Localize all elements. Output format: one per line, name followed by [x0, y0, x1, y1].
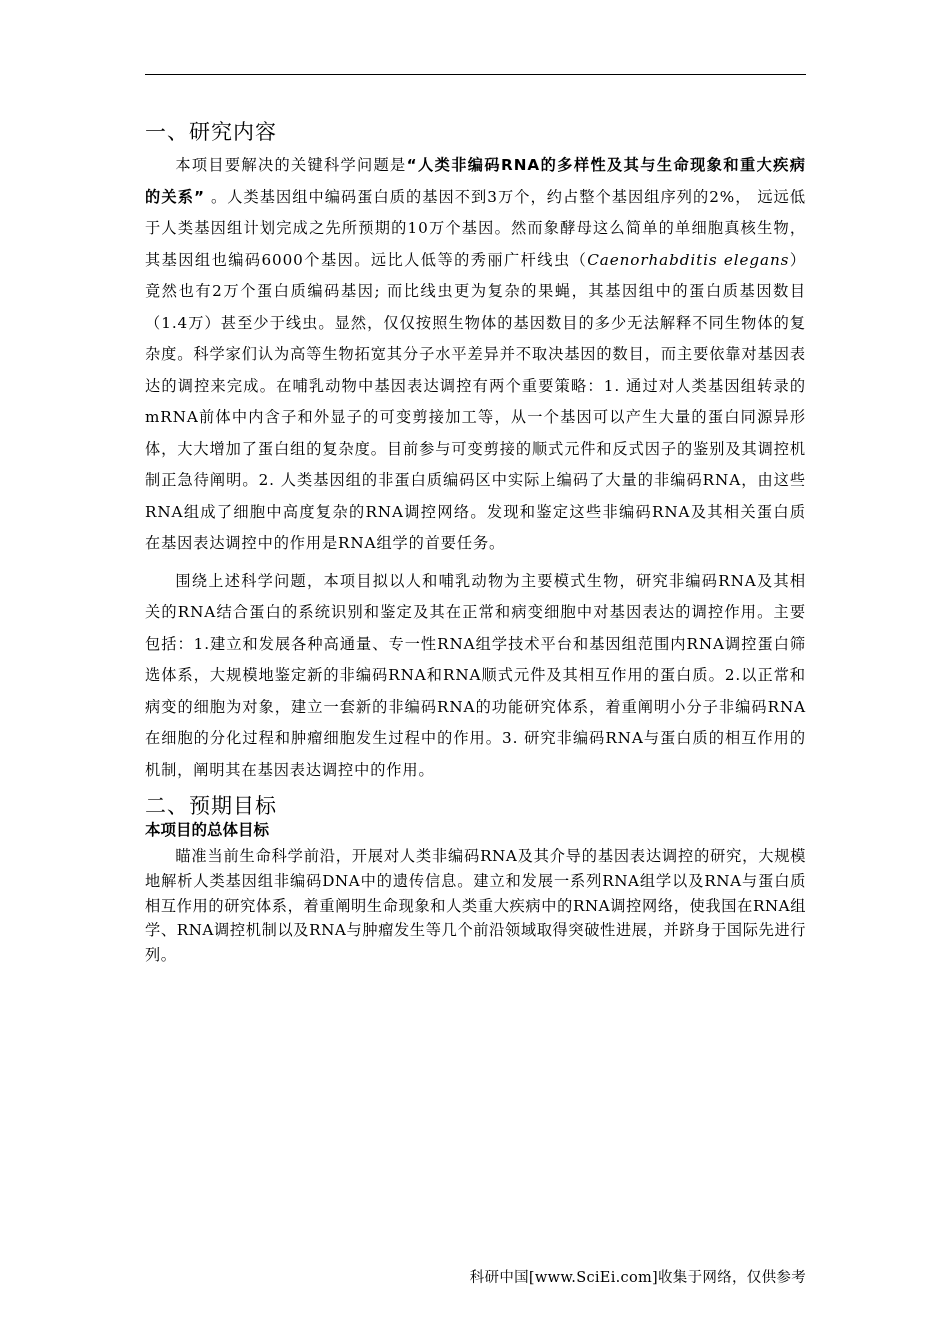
key-question-intro: 本项目要解决的关键科学问题是: [175, 156, 407, 174]
key-question-title: “人类非编码RNA的多样性及其与生命现象和重大疾病的关系”: [145, 156, 806, 206]
subheading-overall-goal: 本项目的总体目标: [145, 821, 270, 839]
section-heading-research-content: 一、研究内容: [145, 120, 277, 144]
species-name: Caenorhabditis elegans: [587, 250, 790, 269]
paragraph-text-continued: ）竟然也有2万个蛋白质编码基因; 而比线虫更为复杂的果蝇，其基因组中的蛋白质基因数目（1.4万）甚至少于线虫。显然，仅仅按照生物体的基因数目的多少无法解释不同生物体的复杂度。科学家们认为高等生物拓宽其分子水平差异并不取决基因的数目，而主要依靠对基因表达的调控来完成。在哺乳动物中基因表达调控有两个重要策略：1. 通过对人类基因组转录的mRNA前体中内含子和外显子的可变剪接加工等，从一个基因可以产生大量的蛋白同源异形体，大大增加了蛋白组的复杂度。目前参与可变剪接的顺式元件和反式因子的鉴别及其调控机制正急待阐明。2. 人类基因组的非蛋白质编码区中实际上编码了大量的非编码RNA，由这些RNA组成了细胞中高度复杂的RNA调控网络。发现和鉴定这些非编码RNA及其相关蛋白质在基因表达调控中的作用是RNA组学的首要任务。: [145, 250, 806, 552]
document-body: [145, 118, 806, 968]
paragraph-text: 。人类基因组中编码蛋白质的基因不到3万个，约占整个基因组序列的2%， 远远低于人类基因组计划完成之先所预期的10万个基因。然而象酵母这么简单的单细胞真核生物，其基因组也编码6000个基因。远比人低等的秀丽广杆线虫（: [145, 187, 807, 269]
footer-source-note: 科研中国[www.SciEi.com]收集于网络，仅供参考: [469, 1270, 806, 1286]
paragraph-overall-goal: 瞄准当前生命科学前沿，开展对人类非编码RNA及其介导的基因表达调控的研究，大规模地解析人类基因组非编码DNA中的遗传信息。建立和发展一系列RNA组学以及RNA与蛋白质相互作用的研究体系，着重阐明生命现象和人类重大疾病中的RNA调控网络，使我国在RNA组学、RNA调控机制以及RNA与肿瘤发生等几个前沿领域取得突破性进展，并跻身于国际先进行列。: [145, 847, 806, 965]
paragraph-key-question: [145, 150, 806, 560]
section-heading-expected-goals: 二、预期目标: [145, 794, 277, 818]
header-rule: [145, 74, 806, 75]
paragraph-research-scope: 围绕上述科学问题，本项目拟以人和哺乳动物为主要模式生物，研究非编码RNA及其相关的RNA结合蛋白的系统识别和鉴定及其在正常和病变细胞中对基因表达的调控作用。主要包括：1.建立和发展各种高通量、专一性RNA组学技术平台和基因组范围内RNA调控蛋白筛选体系，大规模地鉴定新的非编码RNA和RNA顺式元件及其相互作用的蛋白质。2.以正常和病变的细胞为对象，建立一套新的非编码RNA的功能研究体系，着重阐明小分子非编码RNA在细胞的分化过程和肿瘤细胞发生过程中的作用。3. 研究非编码RNA与蛋白质的相互作用的机制，阐明其在基因表达调控中的作用。: [145, 571, 806, 779]
